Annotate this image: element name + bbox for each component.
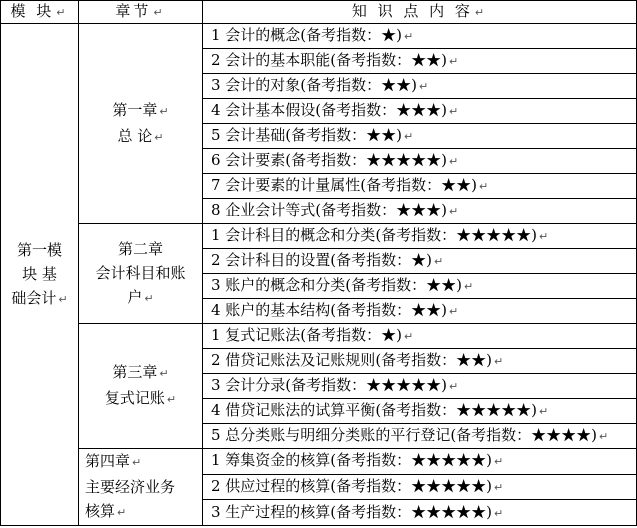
table-row: [1, 324, 637, 349]
chapter-line: 复式记账 ↵: [104, 389, 177, 407]
chapter-line: 核算 ↵: [85, 502, 127, 520]
header-module: 模 块 ↵: [1, 1, 79, 24]
table-row: [1, 224, 637, 249]
topic-cell: 5 总分类账与明细分类账的平行登记(备考指数：★★★★) ↵: [203, 424, 637, 449]
topic-cell: 2 会计科目的设置(备考指数：★) ↵: [203, 249, 637, 274]
topic-cell: 3 会计分录(备考指数：★★★★★) ↵: [203, 374, 637, 399]
topic-cell: 1 会计科目的概念和分类(备考指数：★★★★★) ↵: [203, 224, 637, 249]
topic-cell: 2 供应过程的核算(备考指数：★★★★★) ↵: [203, 474, 637, 500]
chapter-line: 户 ↵: [127, 287, 154, 306]
topic-cell: 1 筹集资金的核算(备考指数：★★★★★) ↵: [203, 449, 637, 475]
chapter-line: 会计科目和账: [95, 263, 186, 282]
header-chapter: 章节 ↵: [79, 1, 203, 24]
header-content: 知 识 点 内 容 ↵: [203, 1, 637, 24]
topic-cell: 4 会计基本假设(备考指数：★★★) ↵: [203, 99, 637, 124]
chapter-line: 第四章 ↵: [85, 452, 142, 470]
chapter-cell-1: [79, 24, 203, 224]
topic-cell: 4 账户的基本结构(备考指数：★★) ↵: [203, 299, 637, 324]
topic-cell: 3 生产过程的核算(备考指数：★★★★★) ↵: [203, 500, 637, 526]
header-row: [1, 1, 637, 24]
topic-cell: 5 会计基础(备考指数：★★) ↵: [203, 124, 637, 149]
topic-cell: 8 企业会计等式(备考指数：★★★) ↵: [203, 199, 637, 224]
chapter-line: 总 论 ↵: [117, 126, 164, 145]
topic-cell: 3 会计的对象(备考指数：★★) ↵: [203, 74, 637, 99]
topic-cell: 4 借贷记账法的试算平衡(备考指数：★★★★★) ↵: [203, 399, 637, 424]
chapter-line: 主要经济业务: [85, 478, 176, 496]
table-row: [1, 449, 637, 475]
chapter-cell-2: [79, 224, 203, 324]
return-mark: ↵: [153, 6, 166, 19]
topic-cell: 7 会计要素的计量属性(备考指数：★★) ↵: [203, 174, 637, 199]
chapter-cell-4: [79, 449, 203, 526]
module-line: 第一模: [16, 240, 62, 259]
chapter-line: 第二章: [117, 239, 163, 258]
topic-cell: 2 借贷记账法及记账规则(备考指数：★★) ↵: [203, 349, 637, 374]
module-line: 块 基: [22, 264, 57, 283]
table-row: [1, 24, 637, 49]
chapter-line: 第三章 ↵: [112, 363, 169, 381]
module-line: 础会计 ↵: [11, 288, 68, 307]
topic-cell: 1 会计的概念(备考指数：★) ↵: [203, 24, 637, 49]
module-cell: [1, 24, 79, 526]
chapter-cell-3: [79, 324, 203, 449]
chapter-line: 第一章 ↵: [112, 100, 169, 119]
topic-cell: 6 会计要素(备考指数：★★★★★) ↵: [203, 149, 637, 174]
topic-cell: 2 会计的基本职能(备考指数：★★) ↵: [203, 49, 637, 74]
topic-cell: 3 账户的概念和分类(备考指数：★★) ↵: [203, 274, 637, 299]
return-mark: ↵: [56, 6, 69, 19]
topic-cell: 1 复式记账法(备考指数：★) ↵: [203, 324, 637, 349]
return-mark: ↵: [474, 6, 488, 19]
